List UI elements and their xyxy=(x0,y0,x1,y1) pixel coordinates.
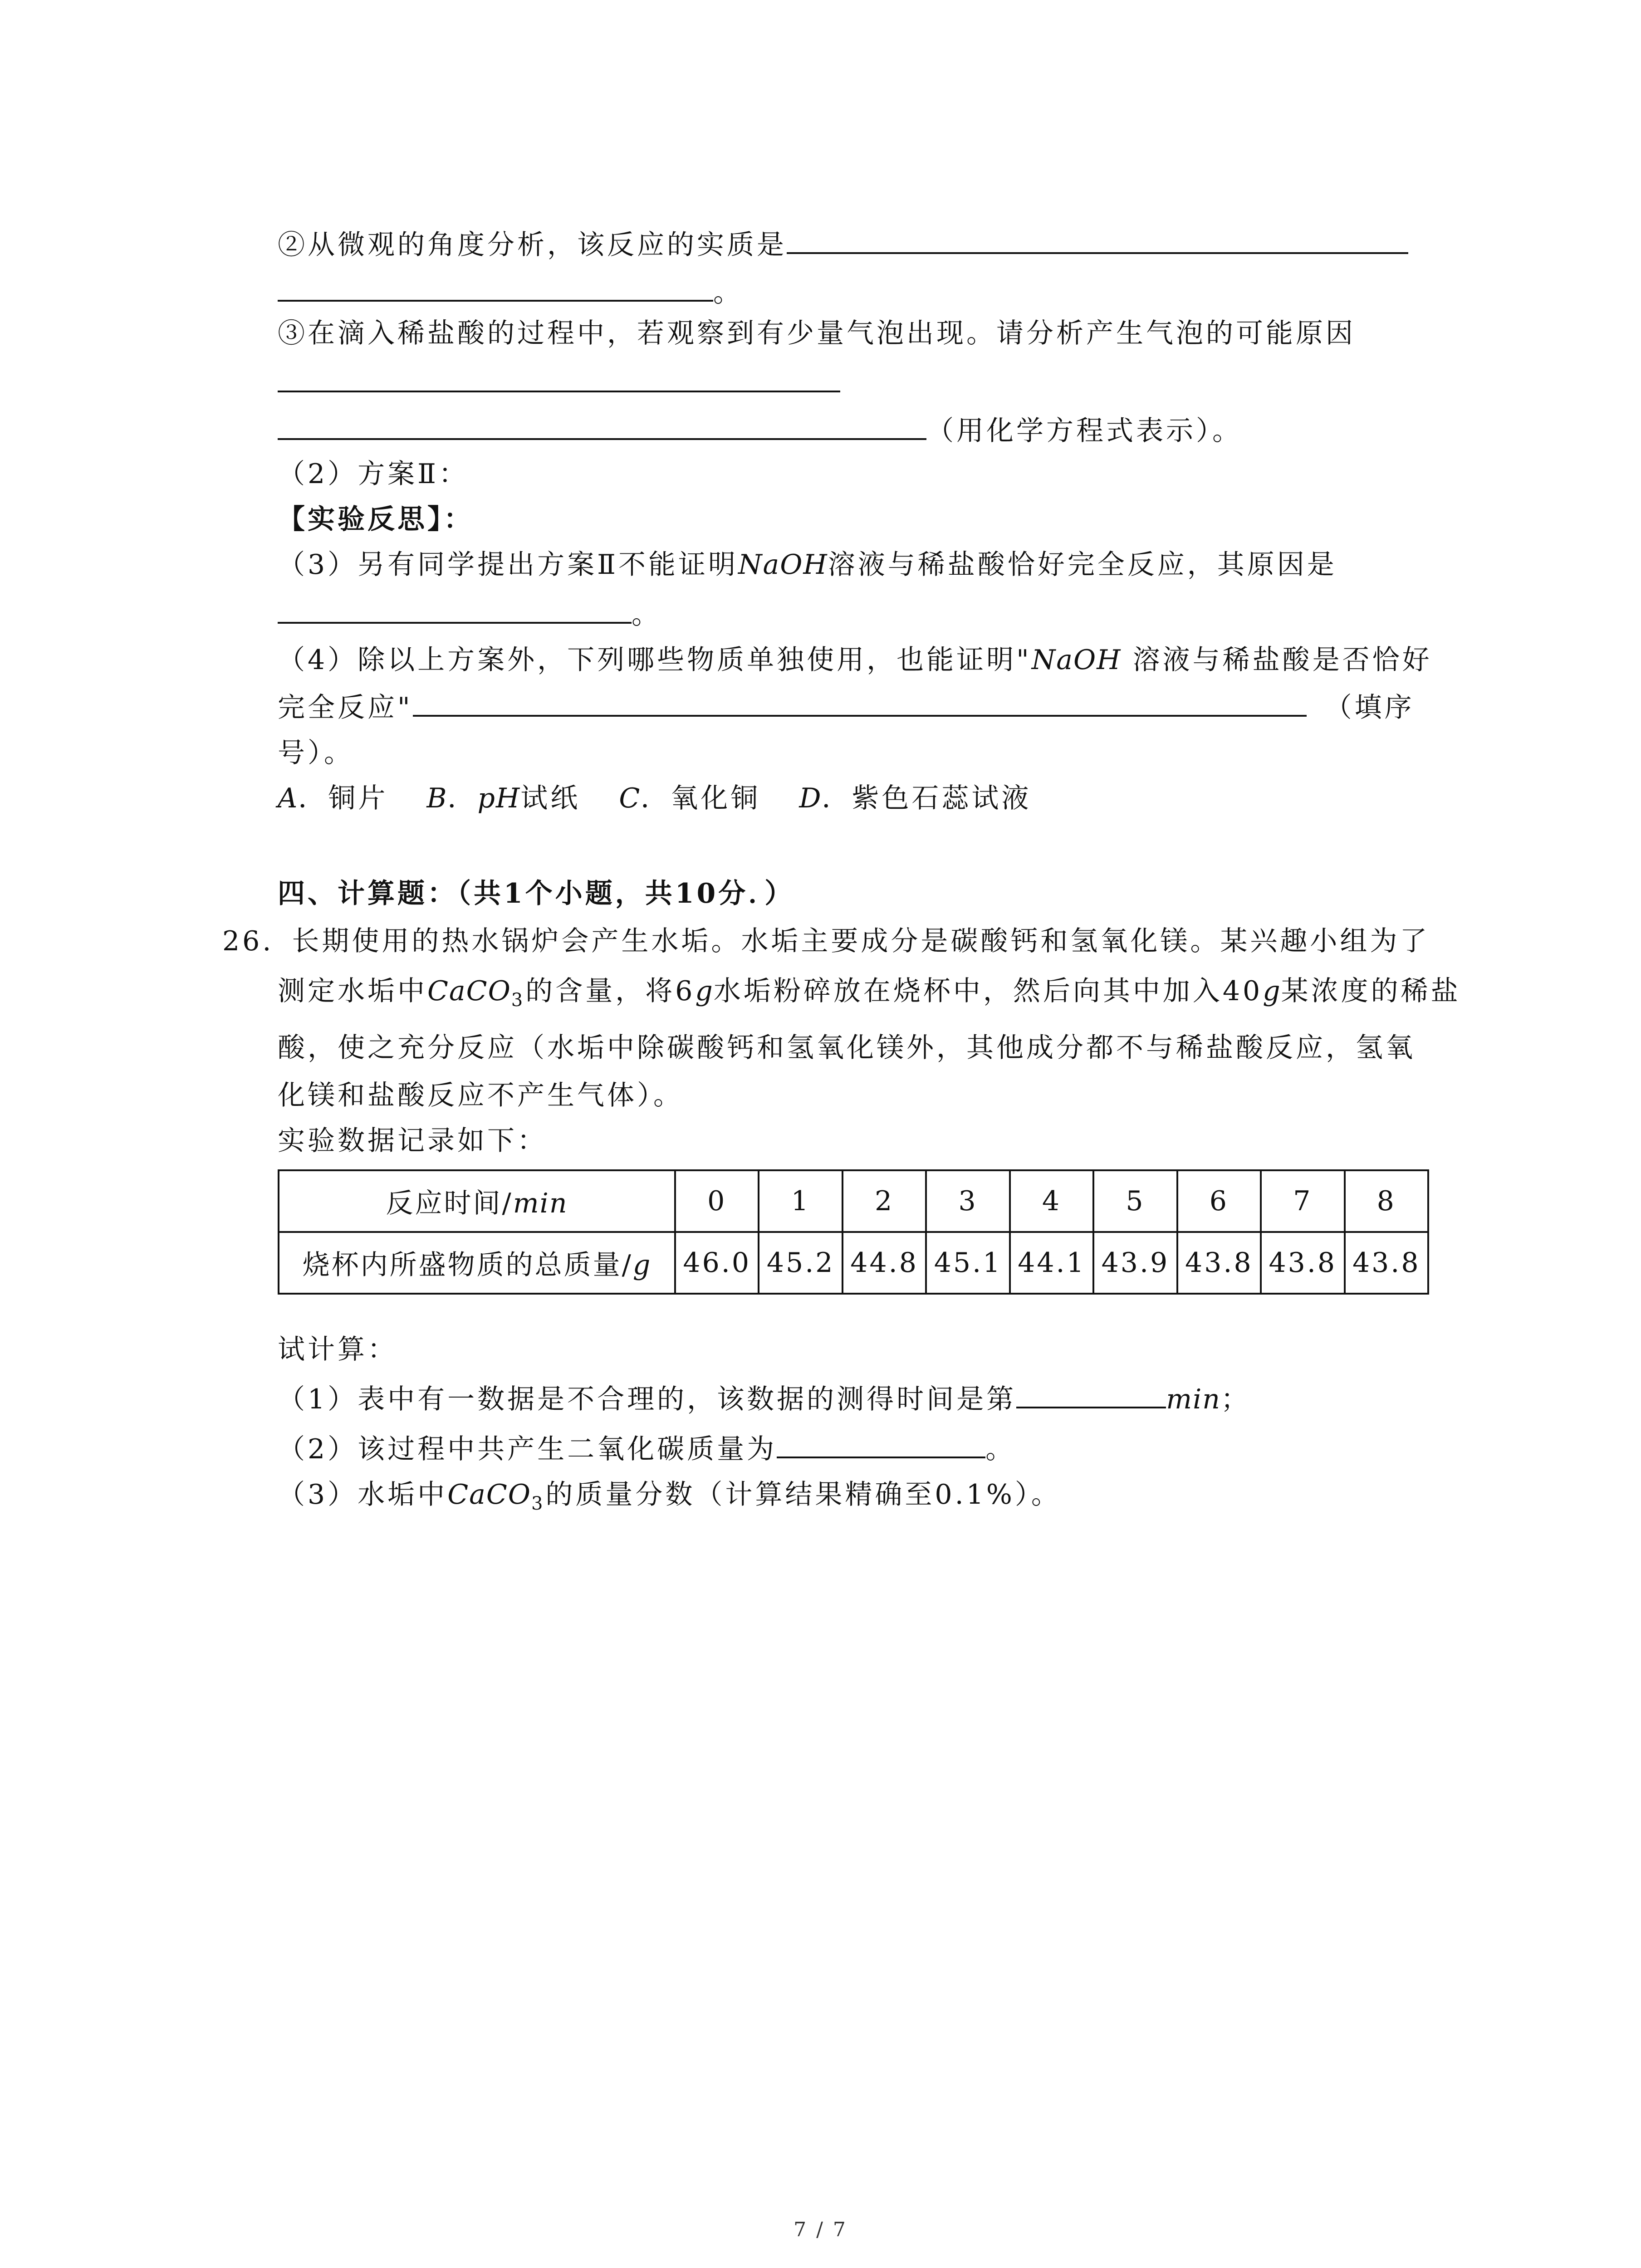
question-text: （填序 xyxy=(1324,692,1415,723)
table-cell: 6 xyxy=(1177,1170,1261,1232)
table-cell: 3 xyxy=(926,1170,1009,1232)
scheme-2 xyxy=(278,454,469,494)
table-cell: 45.2 xyxy=(759,1232,842,1294)
section-label: 【实验反思】： xyxy=(278,503,474,535)
question-3-line xyxy=(278,313,1356,354)
question-4-line-3 xyxy=(278,733,354,773)
table-cell: 43.8 xyxy=(1177,1232,1261,1294)
table-cell: 7 xyxy=(1261,1170,1344,1232)
question-text: 酸，使之充分反应（水垢中除碳酸钙和氢氧化镁外，其他成分都不与稀盐酸反应，氢氧 xyxy=(278,1032,1416,1064)
table-header-cell xyxy=(279,1170,675,1232)
question-4-line-1 xyxy=(278,640,1432,680)
formula: CaCO xyxy=(447,1479,531,1510)
question-26-line-2 xyxy=(278,971,1461,1021)
unit: g xyxy=(1263,975,1281,1007)
question-3-blank-2 xyxy=(278,411,1242,451)
page-number: 7 / 7 xyxy=(794,2218,847,2241)
calc-2 xyxy=(278,1429,1015,1470)
punctuation: ； xyxy=(1220,1383,1251,1415)
question-3r-blank xyxy=(278,594,661,635)
option-b-label: B xyxy=(426,782,448,814)
subscript: 3 xyxy=(511,990,526,1011)
question-3r-line xyxy=(278,544,1337,585)
table-row xyxy=(279,1232,1428,1294)
question-2-line-2 xyxy=(278,272,743,313)
unit: min xyxy=(513,1188,568,1219)
question-text: 溶液与稀盐酸是否恰好 xyxy=(1121,644,1432,676)
question-number: 26. xyxy=(222,925,274,957)
formula: CaCO xyxy=(427,975,511,1007)
table-header-cell xyxy=(279,1232,675,1294)
option-b-text: 试纸 xyxy=(520,782,581,814)
question-text: （2）方案Ⅱ： xyxy=(278,458,469,490)
question-text: 实验数据记录如下： xyxy=(278,1125,547,1157)
punctuation: 。 xyxy=(713,277,743,308)
answer-blank[interactable] xyxy=(787,225,1408,254)
option-c-text: ．氧化铜 xyxy=(641,782,761,814)
question-text: ③在滴入稀盐酸的过程中，若观察到有少量气泡出现。请分析产生气泡的可能原因 xyxy=(278,318,1356,349)
question-text: 试计算： xyxy=(278,1334,397,1365)
question-text: ②从微观的角度分析，该反应的实质是 xyxy=(278,229,787,261)
calc-1 xyxy=(278,1379,1251,1420)
question-26-line-5 xyxy=(278,1120,547,1161)
option-d-text: ．紫色石蕊试液 xyxy=(822,782,1032,814)
answer-blank[interactable] xyxy=(413,688,1307,717)
table-cell: 8 xyxy=(1345,1170,1429,1232)
calc-3 xyxy=(278,1474,1061,1524)
question-text: （3）另有同学提出方案Ⅱ不能证明 xyxy=(278,549,738,581)
punctuation: 。 xyxy=(985,1433,1016,1465)
section-4-heading xyxy=(278,873,794,914)
table-cell: 43.8 xyxy=(1345,1232,1429,1294)
data-table xyxy=(278,1169,1429,1295)
answer-blank[interactable] xyxy=(777,1429,985,1458)
question-text: 某浓度的稀盐 xyxy=(1281,975,1461,1007)
table-cell: 4 xyxy=(1010,1170,1093,1232)
answer-blank[interactable] xyxy=(278,595,632,624)
question-text: 的含量，将6 xyxy=(525,975,696,1007)
answer-blank[interactable] xyxy=(278,273,713,302)
question-text: （3）水垢中 xyxy=(278,1479,448,1510)
option-c-label: C xyxy=(619,782,641,814)
question-text: （1）表中有一数据是不合理的，该数据的测得时间是第 xyxy=(278,1383,1017,1415)
table-cell: 45.1 xyxy=(926,1232,1009,1294)
table-cell: 43.9 xyxy=(1093,1232,1177,1294)
unit: min xyxy=(1166,1383,1221,1415)
header-text: 烧杯内所盛物质的总质量/ xyxy=(302,1249,633,1281)
calc-heading xyxy=(278,1329,397,1370)
table-cell: 43.8 xyxy=(1261,1232,1344,1294)
options-line xyxy=(278,778,1031,819)
option-a-label: A xyxy=(278,782,299,814)
question-26-line-4 xyxy=(278,1075,683,1116)
table-cell: 1 xyxy=(759,1170,842,1232)
table-cell: 44.1 xyxy=(1010,1232,1093,1294)
unit: g xyxy=(695,975,714,1007)
question-text: 号）。 xyxy=(278,737,354,769)
answer-blank[interactable] xyxy=(278,411,926,440)
table-row xyxy=(279,1170,1428,1232)
option-d-label: D xyxy=(799,782,822,814)
punctuation: ． xyxy=(447,782,478,814)
question-text: （2）该过程中共产生二氧化碳质量为 xyxy=(278,1433,777,1465)
question-26-line-3 xyxy=(278,1027,1416,1068)
question-text: 完全反应" xyxy=(278,692,413,723)
question-26-line-1 xyxy=(222,921,1430,962)
subscript: 3 xyxy=(531,1493,546,1514)
question-text: 长期使用的热水锅炉会产生水垢。水垢主要成分是碳酸钙和氢氧化镁。某兴趣小组为了 xyxy=(292,925,1430,957)
section-title: 四、计算题：（共1个小题，共10分．） xyxy=(278,878,795,909)
question-text: （4）除以上方案外，下列哪些物质单独使用，也能证明" xyxy=(278,644,1032,676)
formula: pH xyxy=(477,782,521,814)
reflection-heading xyxy=(278,499,474,540)
question-text: 的质量分数（计算结果精确至0.1%）。 xyxy=(545,1479,1061,1510)
question-text: （用化学方程式表示）。 xyxy=(926,415,1242,447)
table-cell: 2 xyxy=(843,1170,926,1232)
question-text: 溶液与稀盐酸恰好完全反应，其原因是 xyxy=(828,549,1337,581)
answer-blank[interactable] xyxy=(278,363,840,392)
formula: NaOH xyxy=(738,549,828,581)
formula: NaOH xyxy=(1031,644,1122,676)
unit: g xyxy=(632,1249,652,1281)
question-4-line-2 xyxy=(278,687,1415,728)
question-2-line xyxy=(278,225,1408,265)
question-text: 水垢粉碎放在烧杯中，然后向其中加入40 xyxy=(713,975,1263,1007)
table-cell: 0 xyxy=(675,1170,759,1232)
table-cell: 46.0 xyxy=(675,1232,759,1294)
header-text: 反应时间/ xyxy=(386,1188,513,1219)
table-cell: 44.8 xyxy=(843,1232,926,1294)
answer-blank[interactable] xyxy=(1016,1379,1166,1408)
question-text: 测定水垢中 xyxy=(278,975,427,1007)
table-cell: 5 xyxy=(1093,1170,1177,1232)
question-3-blank-1 xyxy=(278,363,840,404)
question-text: 化镁和盐酸反应不产生气体）。 xyxy=(278,1080,683,1111)
option-a-text: ．铜片 xyxy=(298,782,388,814)
punctuation: 。 xyxy=(632,599,661,631)
